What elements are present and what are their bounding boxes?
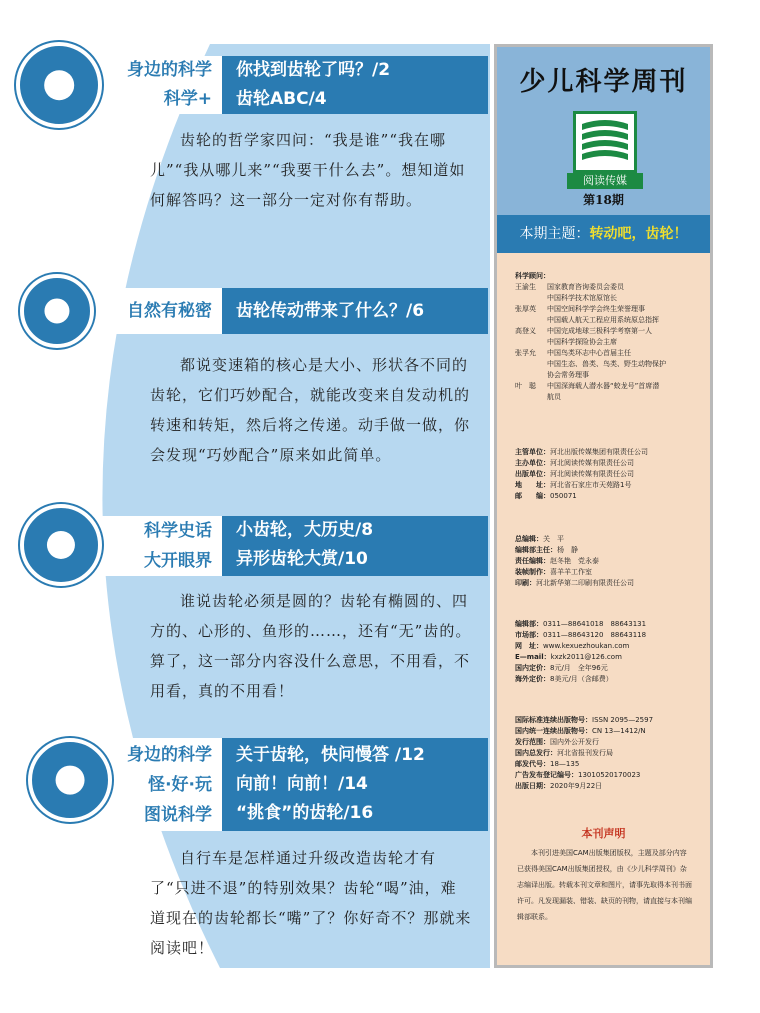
section-1-articles [222,56,488,114]
article-link[interactable]: 关于齿轮，快问慢答 /12 [236,745,425,765]
info-value: 2020年9月22日 [550,782,603,790]
advisor-title: 航员 [547,393,561,401]
info-key: 国际标准连续出版物号： [515,716,592,724]
advisor-title: 中国科学技术馆原馆长 [547,294,617,302]
advisor-name: 高登义 [515,327,536,335]
advisor-name: 张孚允 [515,349,536,357]
advisor-title: 中国鸟类环志中心首届主任 [547,349,631,357]
info-value: 赵冬艳 党永泰 [550,557,599,565]
editorial-staff [515,534,634,589]
info-key: 海外定价： [515,675,550,683]
column-label: 大开眼界 [144,551,212,571]
section-2-intro: 都说变速箱的核心是大小、形状各不同的齿轮，它们巧妙配合，就能改变来自发动机的转速和转矩，然后将之传递。动手做一做，你会发现“巧妙配合”原来如此简单。 [150,356,471,464]
advisors-heading: 科学顾问： [515,272,550,280]
theme-value: 转动吧，齿轮！ [589,226,688,242]
publication-numbers [515,715,653,792]
article-link[interactable]: 异形齿轮大赏/10 [236,549,368,569]
notice-title: 本刊声明 [581,827,626,840]
advisor-name: 叶 聪 [515,382,536,390]
info-key: 邮 编： [515,492,550,500]
info-value: 杨 静 [557,546,578,554]
info-key: 国内统一连续出版物号： [515,727,592,735]
info-key: 发行范围： [515,738,550,746]
publisher-info [515,447,648,502]
info-value: 国内外公开发行 [550,738,599,746]
section-1-intro: 齿轮的哲学家四问：“我是谁”“我在哪儿”“我从哪儿来”“我要干什么去”。想知道如何解答吗？这一部分一定对你有帮助。 [150,131,466,209]
info-key: 网 址： [515,642,543,650]
info-key: 总编辑： [515,535,543,543]
info-key: 出版日期： [515,782,550,790]
info-value: 河北出版传媒集团有限责任公司 [550,448,648,456]
advisor-title: 协会常务理事 [547,371,589,379]
magazine-title: 少儿科学周刊 [519,67,688,97]
info-value: 8美元/月（含邮费） [550,675,613,683]
info-value: ISSN 2095—2597 [592,716,654,724]
info-key: 装帧制作： [515,568,550,576]
publisher-logo [573,111,637,173]
info-key: 印刷： [515,579,536,587]
section-1-roundel [16,42,102,128]
column-label: 图说科学 [144,805,212,825]
advisor-title: 中国科学探险协会主席 [547,338,617,346]
article-link[interactable]: 小齿轮，大历史/8 [236,520,374,540]
article-link[interactable]: 齿轮传动带来了什么？/6 [236,301,425,321]
info-value: 13010520170023 [578,771,641,779]
column-label: 自然有秘密 [127,301,212,321]
info-value: CN 13—1412/N [592,727,646,735]
info-key: 地 址： [515,481,550,489]
logo-label: 阅读传媒 [567,173,643,189]
info-value: 河北省石家庄市天苑路1号 [550,481,632,489]
info-key: 市场部： [515,631,543,639]
info-key: 国内定价： [515,664,550,672]
article-link[interactable]: 你找到齿轮了吗？/2 [236,60,391,80]
info-value: 050071 [550,492,577,500]
column-label: 科学史话 [144,521,212,541]
info-key: 编辑部主任： [515,546,557,554]
section-2-roundel [20,274,94,348]
contact-info [515,619,646,685]
advisors-block [515,271,666,403]
advisor-title: 中国生态、兽类、鸟类、野生动物保护 [547,360,666,368]
article-link[interactable]: 齿轮ABC/4 [236,89,327,109]
website-link[interactable]: www.kexuezhoukan.com [543,642,630,650]
advisor-title: 国家教育咨询委员会委员 [547,283,624,291]
info-value: 河北阅读传媒有限责任公司 [550,470,634,478]
info-key: 邮发代号： [515,760,550,768]
column-label: 身边的科学 [127,745,212,765]
info-key: 主管单位： [515,448,550,456]
info-value: 河北省报刊发行局 [557,749,613,757]
info-key: E—mail： [515,653,551,661]
column-label: 怪·好·玩 [148,775,212,795]
info-key: 主办单位： [515,459,550,467]
section-4-roundel [28,738,112,822]
advisor-title: 中国空间科学学会终生荣誉理事 [547,305,645,313]
masthead-sidebar [494,44,713,968]
issue-number: 第18期 [583,193,624,207]
section-2-articles [222,288,488,334]
info-value: 8元/月 全年96元 [550,664,608,672]
info-value: 河北新华第二印刷有限责任公司 [536,579,634,587]
article-link[interactable]: “挑食”的齿轮/16 [236,803,374,823]
info-value: 喜羊羊工作室 [550,568,592,576]
info-value: 关 平 [543,535,564,543]
info-value: 0311—88643120 88643118 [543,631,647,639]
advisor-title: 中国载人航天工程应用系统原总指挥 [547,316,659,324]
advisor-name: 张厚英 [515,305,536,313]
book-waves-icon [576,114,634,170]
info-key: 广告发布登记编号： [515,771,578,779]
theme-label: 本期主题： [519,226,590,242]
section-4-articles [222,738,488,831]
article-link[interactable]: 向前！向前！/14 [236,774,368,794]
column-label: 科学+ [163,89,212,109]
issue-theme [497,215,710,253]
advisor-name: 王渝生 [515,283,536,291]
info-value: 0311—88641018 88643131 [543,620,647,628]
info-key: 责任编辑： [515,557,550,565]
email-link[interactable]: kxzk2011@126.com [550,653,622,661]
section-4-intro: 自行车是怎样通过升级改造齿轮才有了“只进不退”的特别效果？齿轮“喝”油，难道现在的齿轮都长“嘴”了？你好奇不？那就来阅读吧！ [150,849,472,957]
info-key: 编辑部： [515,620,543,628]
column-label: 身边的科学 [127,60,212,80]
advisor-title: 中国深海载人潜水器“蛟龙号”首席潜 [547,382,660,390]
advisor-title: 中国完成地球三极科学考察第一人 [547,327,652,335]
info-key: 国内总发行： [515,749,557,757]
section-3-intro: 谁说齿轮必须是圆的？齿轮有椭圆的、四方的、心形的、鱼形的……，还有“无”齿的。算了，这一部分内容没什么意思，不用看，不用看，真的不用看！ [150,592,472,700]
info-value: 河北阅读传媒有限责任公司 [550,459,634,467]
info-value: 18—135 [550,760,580,768]
section-3-roundel [20,504,102,586]
section-3-articles [222,516,488,576]
notice-body: 本刊引进美国CAM出版集团版权，主题及部分内容已获得美国CAM出版集团授权，由《少儿科学周刊》杂志编译出版。转载本刊文章和图片，请事先取得本刊书面许可。凡发现漏装、错装、缺页的刊物，请直接与本刊编辑部联系。 [517,849,692,921]
info-key: 出版单位： [515,470,550,478]
